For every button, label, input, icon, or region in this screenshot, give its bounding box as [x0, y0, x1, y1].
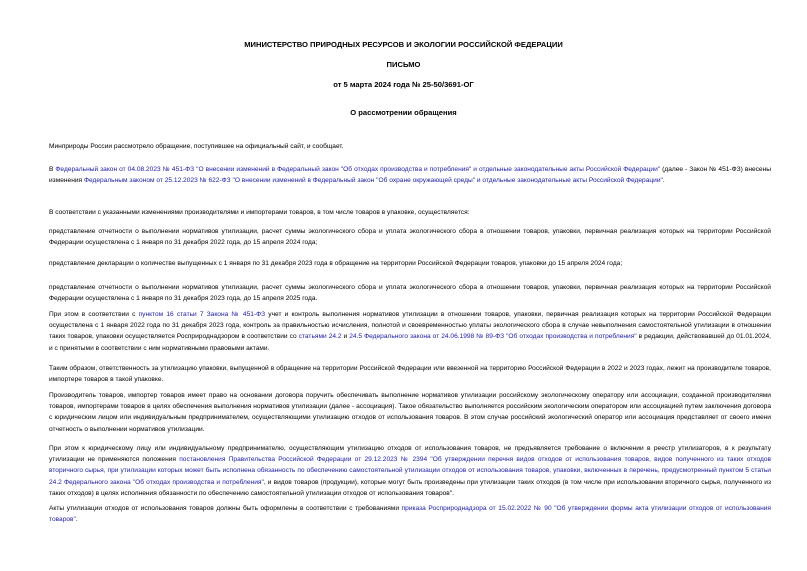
law-622-link[interactable]: Федеральным законом от 25.12.2023 № 622-ФЗ "О внесении изменений в Федеральный закон "Об охране окружающей среды" и отдельные законодательные акты Российской Федерации" — [83, 177, 663, 185]
paragraph-registry — [49, 443, 771, 499]
document-subject: О рассмотрении обращения — [350, 108, 457, 117]
paragraph-text: представление отчетности о выполнении нормативов утилизации, расчет суммы экологического сбора и уплата экологического сбора в отношении товаров, упаковки, первичная реализация которых на территории Российской Федерации осуществлена с 1 января по 31 декабря 2023 года, до 15 апреля 2025 года. — [49, 284, 771, 303]
paragraph-text: В соответствии с указанными изменениями производителями и импортерами товаров, в том числе товаров в упаковке, осуществляется: — [49, 209, 470, 216]
paragraph-item-declaration — [49, 258, 771, 269]
article-24-2-link[interactable]: статьями 24.2 — [298, 333, 342, 341]
paragraph-law-changes — [49, 164, 771, 186]
paragraph-responsibility — [49, 363, 771, 385]
paragraph-text: (далее - Закон № 451-ФЗ) внесены изменения — [49, 166, 771, 185]
paragraph-text: представление отчетности о выполнении нормативов утилизации, расчет суммы экологического сбора и уплата экологического сбора в отношении товаров, упаковки, первичная реализация которых на территории Российской Федерации осуществлена с 1 января по 31 декабря 2022 года, до 15 апреля 2024 года; — [49, 228, 771, 247]
paragraph-operator — [49, 390, 771, 435]
ministry-heading: МИНИСТЕРСТВО ПРИРОДНЫХ РЕСУРСОВ И ЭКОЛОГИИ РОССИЙСКОЙ ФЕДЕРАЦИИ — [244, 40, 563, 49]
paragraph-text: и — [341, 333, 350, 341]
order-90-link[interactable]: приказа Росприроднадзора от 15.02.2022 № 90 "Об утверждении формы акта утилизации отходов от использования товаров" — [49, 505, 771, 524]
paragraph-control — [49, 309, 771, 354]
paragraph-text: . — [452, 489, 454, 497]
paragraph-text: В — [49, 166, 56, 173]
paragraph-acts — [49, 503, 771, 525]
paragraph-text: Производитель товаров, импортер товаров имеет право на основании договора поручить обеспечивать выполнение нормативов утилизации российскому экологическому оператору или ассоциации, созданной производителями товаров, импортерами товаров в целях обеспечения выполнения нормативов утилизации (далее - ассоциация). Такое обязательство выполняется российским экологическим оператором или ассоциацией путем заключения договора с юридическим лицом или индивидуальным предпринимателем, осуществляющими утилизацию отходов от использования товаров. В этом случае российский экологический оператор или ассоциация представляет от своего имени отчетность о выполнении нормативов утилизации. — [49, 392, 771, 433]
paragraph-text: Акты утилизации отходов от использования товаров должны быть оформлены в соответствии с требованиями — [49, 505, 402, 512]
paragraph-text: в редакции, действовавшей до 01.01.2024, и с принятыми в соответствии с ним нормативными правовыми актами. — [49, 333, 771, 352]
paragraph-text: При этом в соответствии с — [49, 311, 139, 318]
document-date-number: от 5 марта 2024 года № 25-50/3691-ОГ — [333, 80, 474, 89]
law-451-article-7-link[interactable]: пунктом 16 статьи 7 Закона № 451-ФЗ — [138, 311, 266, 318]
government-resolution-2394-link[interactable]: постановления Правительства Российской Федерации от 29.12.2023 № 2394 "Об утверждении перечня видов отходов от использования товаров, видов полученного из таких отходов вторичного сырья, при утилизации которых может быть исполнена обязанность по обеспечению самостоятельной утилизации отходов от использования товаров, упаковки, включенных в перечень, предусмотренный пунктом 5 статьи 24.2 Федерального закона "Об отходах производства и потребления" — [49, 456, 771, 486]
paragraph-text: При этом к юридическому лицу или индивидуальному предпринимателю, осуществляющим утилизацию отходов от использования товаров, не предъявляется требование о включении в реестр утилизаторов, в к результату утилизации не применяются положения — [49, 445, 771, 464]
law-451-link[interactable]: Федеральный закон от 04.08.2023 № 451-ФЗ "О внесении изменений в Федеральный закон "Об отходах производства и потребления" и отдельные законодательные акты Российской Федерации" — [55, 166, 661, 173]
paragraph-text: Минприроды России рассмотрело обращение, поступившее на официальный сайт, и сообщает. — [49, 143, 344, 150]
paragraph-obligations-intro — [49, 207, 771, 218]
paragraph-item-2022-report — [49, 226, 771, 248]
law-89-link[interactable]: 24.5 Федерального закона от 24.06.1998 № 89-ФЗ "Об отходах производства и потребления" — [349, 333, 637, 341]
paragraph-item-2023-report — [49, 282, 771, 304]
paragraph-intro — [49, 141, 771, 152]
paragraph-text: , и видов товаров (продукции), которые могут быть произведены при утилизации таких отходов (в том числе при использовании вторичного сырья, полученного из таких отходов) в целях исполнения обязанности по обеспечению самостоятельной утилизации отходов от использования товаров" — [49, 478, 771, 497]
paragraph-text: учет и контроль выполнения нормативов утилизации в отношении товаров, упаковки, первичная реализация которых на территории Российской Федерации осуществлена с 1 января 2022 года по 31 декабря 2023 года, контроль за правильностью исчисления, полнотой и своевременностью уплаты экологического сбора в случае невыполнения самостоятельной утилизации в отношении таких товаров, упаковки осуществляется Росприроднадзором в соответствии со — [49, 311, 771, 341]
paragraph-text: представление декларации о количестве выпущенных с 1 января по 31 декабря 2023 года в обращение на территории Российской Федерации товаров, упаковки до 15 апреля 2024 года; — [49, 260, 623, 267]
paragraph-text: . — [75, 516, 78, 524]
document-type: ПИСЬМО — [386, 60, 421, 69]
paragraph-text: . — [662, 177, 665, 185]
paragraph-text: Таким образом, ответственность за утилизацию упаковки, выпущенной в обращение на территории Российской Федерации или ввезенной на территорию Российской Федерации в 2022 и 2023 годах, лежит на производителе товаров, импортере товаров в такой упаковке. — [49, 365, 771, 384]
